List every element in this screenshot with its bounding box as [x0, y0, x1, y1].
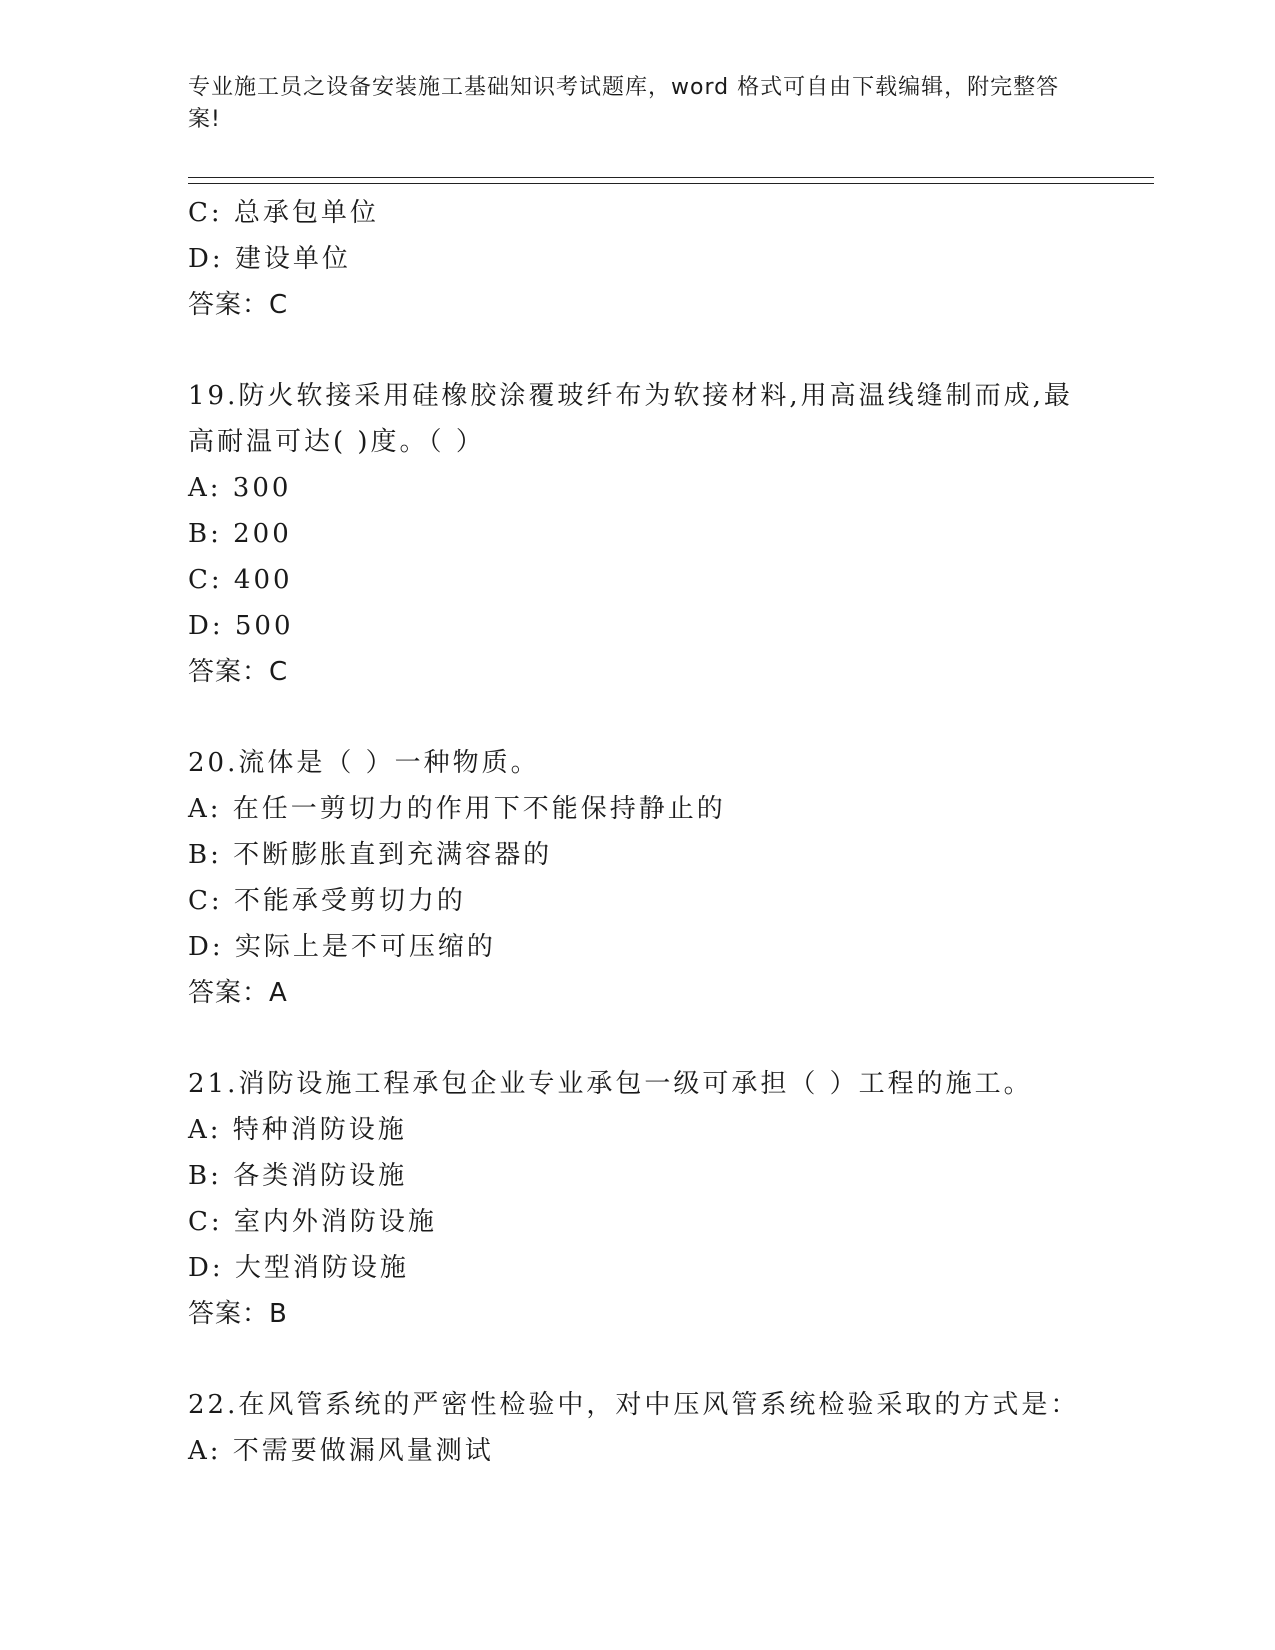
question-stem: 高耐温可达( )度。（ ）	[188, 427, 485, 457]
option-d: D: 500	[188, 611, 294, 641]
option-b: B: 200	[188, 519, 292, 549]
option-c: C: 不能承受剪切力的	[188, 886, 466, 916]
question-stem: 19.防火软接采用硅橡胶涂覆玻纤布为软接材料,用高温线缝制而成,最	[188, 381, 1073, 411]
option-d: D: 建设单位	[188, 244, 351, 274]
answer-label: 答案：C	[188, 657, 289, 687]
option-c: C: 400	[188, 565, 293, 595]
question-stem: 20.流体是（ ）一种物质。	[188, 748, 540, 778]
question-list	[188, 190, 1088, 1474]
option-c: C: 室内外消防设施	[188, 1207, 437, 1237]
header-divider-bottom	[188, 183, 1154, 184]
option-a: A: 300	[188, 473, 292, 503]
question-block-21	[188, 1061, 1088, 1337]
answer-label: 答案：C	[188, 290, 289, 320]
question-block-19	[188, 373, 1088, 695]
question-block-20	[188, 740, 1088, 1016]
answer-label: 答案：B	[188, 1299, 288, 1329]
option-a: A: 不需要做漏风量测试	[188, 1436, 494, 1466]
option-d: D: 大型消防设施	[188, 1253, 409, 1283]
option-d: D: 实际上是不可压缩的	[188, 932, 496, 962]
question-stem: 21.消防设施工程承包企业专业承包一级可承担（ ）工程的施工。	[188, 1069, 1033, 1099]
question-block-22	[188, 1382, 1088, 1474]
question-stem: 22.在风管系统的严密性检验中，对中压风管系统检验采取的方式是：	[188, 1390, 1080, 1420]
question-block-18	[188, 190, 1088, 328]
option-c: C: 总承包单位	[188, 198, 379, 228]
option-b: B: 不断膨胀直到充满容器的	[188, 840, 553, 870]
answer-label: 答案：A	[188, 978, 288, 1008]
header-divider-top	[188, 177, 1154, 178]
document-header: 专业施工员之设备安装施工基础知识考试题库，word 格式可自由下载编辑，附完整答案!	[188, 75, 1060, 132]
option-a: A: 在任一剪切力的作用下不能保持静止的	[188, 794, 726, 824]
option-a: A: 特种消防设施	[188, 1115, 407, 1145]
option-b: B: 各类消防设施	[188, 1161, 408, 1191]
